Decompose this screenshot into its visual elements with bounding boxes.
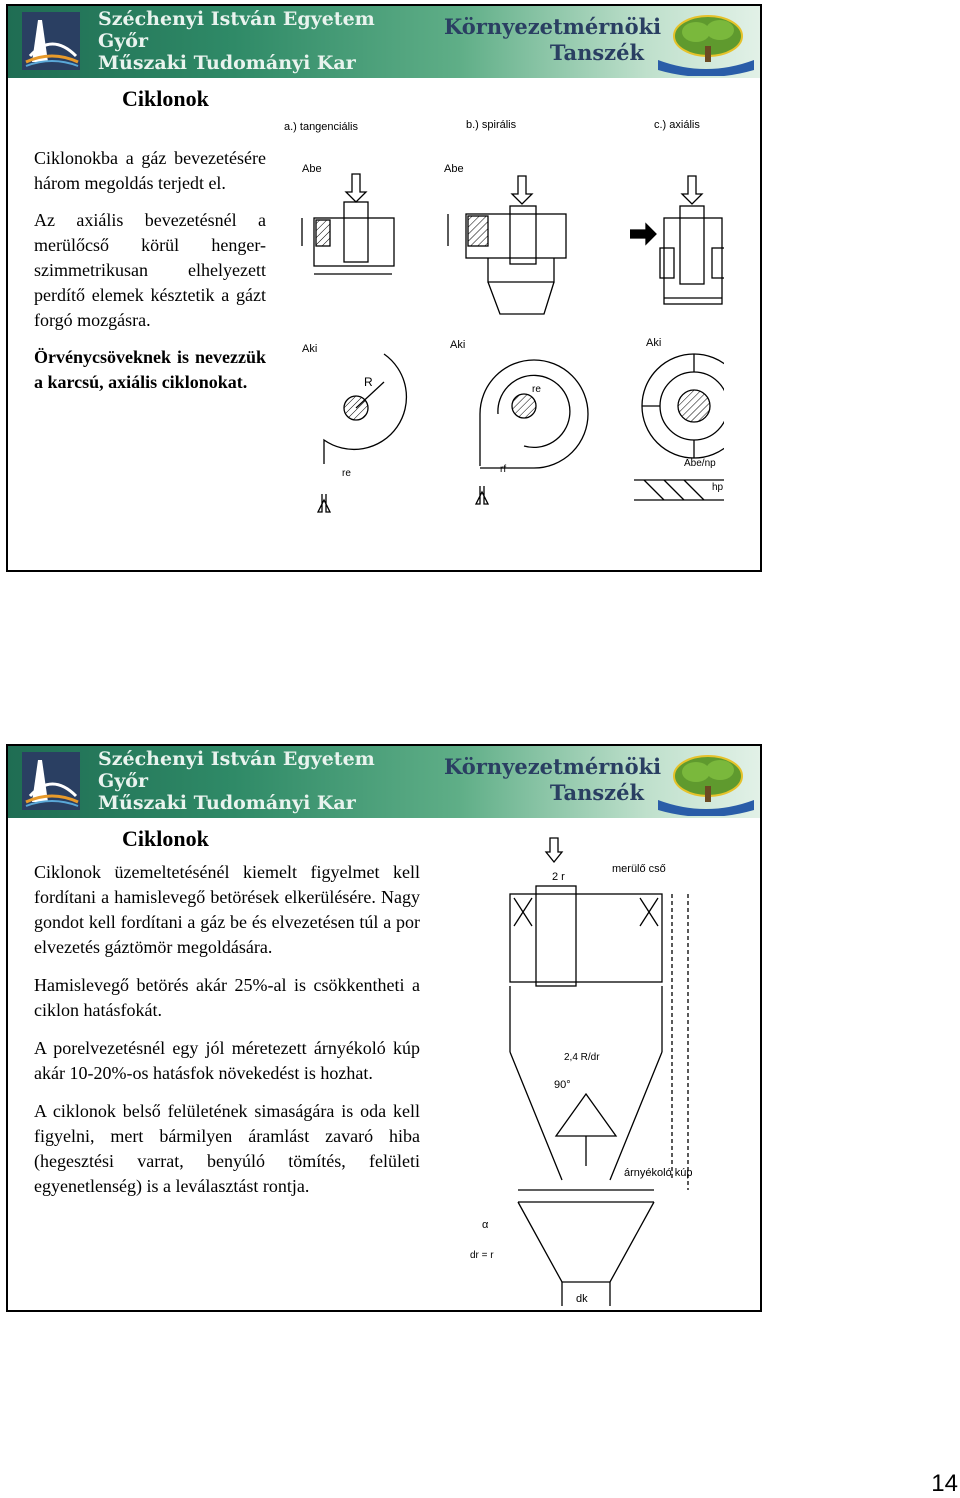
label-arnyekolo-kup: árnyékoló kúp [624, 1167, 693, 1179]
tangential-plan-view [302, 343, 406, 512]
axial-side-view [630, 176, 724, 304]
paragraph-1: Ciklonokba a gáz bevezetésére három megoldás terjedt el. [34, 148, 266, 193]
university-name [98, 748, 375, 814]
university-name [98, 8, 375, 74]
slide-title: Ciklonok [122, 826, 209, 851]
paragraph-4: A ciklonok belső felületének simaságára is oda kell figyelni, mert bármilyen áramlást zavaró hiba (hegesztési varrat, benyúló tömítés, felületi egyenetlenség) is a leválasztást rontja. [34, 1101, 420, 1196]
paragraph-2: Hamislevegő betörés akár 25%-al is csökkentheti a ciklon hatásfokát. [34, 975, 420, 1020]
spiral-side-view [444, 163, 566, 314]
department-name [444, 14, 662, 66]
label-aki-b: Aki [450, 339, 466, 351]
label-merulo-cso: merülő cső [612, 863, 666, 875]
label-spiral: b.) spirális [466, 119, 517, 131]
university-line-3: Műszaki Tudományi Kar [98, 792, 356, 814]
department-name [444, 754, 662, 806]
university-logo-icon [22, 752, 80, 810]
label-rf-b: rf [500, 464, 507, 475]
university-logo-icon [22, 12, 80, 70]
paragraph-3: A porelvezetésnél egy jól méretezett árnyékoló kúp akár 10-20%-os hatásfok növekedést is hozhat. [34, 1038, 420, 1083]
label-abe-np: Abe/np [684, 458, 716, 469]
university-line-1: Széchenyi István Egyetem [98, 8, 375, 30]
header-banner [8, 746, 760, 818]
department-line-2: Tanszék [549, 40, 644, 65]
page-number: 14 [931, 1470, 958, 1497]
university-line-1: Széchenyi István Egyetem [98, 748, 375, 770]
department-line-1: Környezetmérnöki [444, 754, 662, 779]
tangential-side-view [302, 163, 394, 274]
header-banner [8, 6, 760, 78]
slide-1 [6, 4, 762, 572]
slide-body-text [34, 860, 420, 1199]
department-line-2: Tanszék [549, 780, 644, 805]
label-alpha: α [482, 1219, 489, 1231]
label-re-a: re [342, 468, 351, 479]
label-axial: c.) axiális [654, 119, 700, 131]
label-hp: hp [712, 482, 724, 493]
department-tree-logo-icon [656, 750, 756, 816]
slide-title: Ciklonok [122, 86, 209, 111]
label-dr: 2,4 R/dr [564, 1052, 600, 1063]
paragraph-1: Ciklonok üzemeltetésénél kiemelt figyelmet kell fordítani a hamislevegő betörések elkerülésére. Nagy gondot kell fordítani a gáz be és elvezetésen túl a por elvezetés gáztömör megoldására. [34, 862, 420, 957]
slide-2 [6, 744, 762, 1312]
label-tangential: a.) tangenciális [284, 121, 358, 133]
label-abe-a: Abe [302, 163, 322, 175]
label-dr-r: dr = r [470, 1250, 494, 1261]
label-2r: 2 r [552, 871, 565, 883]
paragraph-3: Örvénycsöveknek is nevezzük a karcsú, axiális ciklonokat. [34, 347, 266, 392]
label-dk: dk [576, 1293, 588, 1305]
department-tree-logo-icon [656, 10, 756, 76]
label-abe-b: Abe [444, 163, 464, 175]
paragraph-2: Az axiális bevezetésnél a merülőcső körül henger-szimmetrikusan elhelyezett perdítő elemek késztetik a gázt forgó mozgásra. [34, 210, 266, 330]
label-r: R [364, 375, 373, 389]
university-line-2: Győr [98, 770, 148, 792]
department-line-1: Környezetmérnöki [444, 14, 662, 39]
label-90-deg: 90° [554, 1079, 571, 1091]
cyclone-cross-section-diagram [458, 830, 698, 1306]
university-line-3: Műszaki Tudományi Kar [98, 52, 356, 74]
university-line-2: Győr [98, 30, 148, 52]
label-aki-a: Aki [302, 343, 318, 355]
slide-body-text [34, 146, 266, 395]
cyclone-inlet-types-diagram [284, 114, 724, 522]
label-aki-c: Aki [646, 337, 662, 349]
spiral-plan-view [450, 339, 588, 504]
axial-plan-view [634, 337, 724, 500]
label-re-b: re [532, 384, 541, 395]
